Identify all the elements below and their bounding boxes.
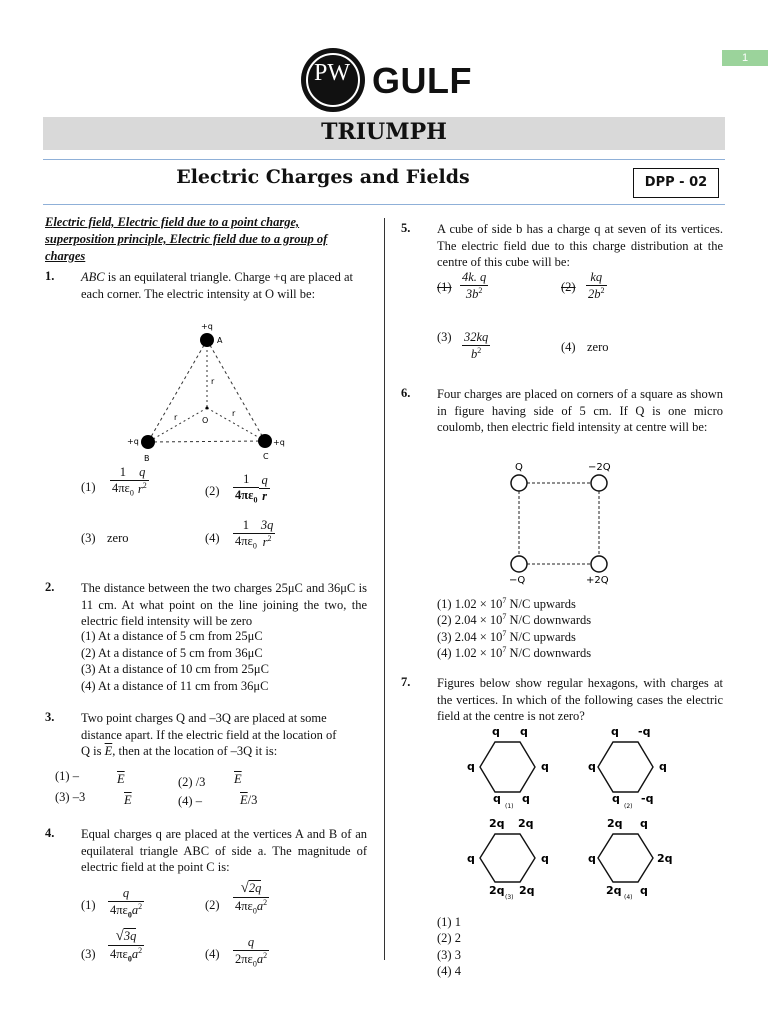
option: (2) At a distance of 5 cm from 36μC bbox=[81, 646, 263, 660]
option-label: (2) bbox=[205, 898, 220, 912]
svg-text:q: q bbox=[520, 725, 528, 738]
option-formula: $\frac{4k. q}{3b^2}$ bbox=[462, 270, 487, 302]
option-formula: $\frac{√3q}{4\pi\varepsilon_0a^2}$ bbox=[110, 928, 143, 964]
svg-text:q: q bbox=[467, 760, 475, 773]
label-q: Q bbox=[515, 462, 523, 473]
option-formula: $\frac{q}{2\pi\varepsilon_0a^2}$ bbox=[235, 935, 268, 969]
vector-e: $\overline{E}$ bbox=[124, 793, 132, 807]
label-plus-2q: +2Q bbox=[586, 575, 609, 586]
svg-text:2q: 2q bbox=[519, 884, 535, 897]
divider bbox=[43, 204, 725, 205]
option: (1) 1 bbox=[437, 915, 461, 929]
option-formula: $\frac{√2q}{4\pi\varepsilon_0a^2}$ bbox=[235, 880, 268, 916]
svg-text:-q: -q bbox=[641, 792, 654, 805]
option-formula: $\frac{1}{4\pi\varepsilon_0}$ $\frac{q}{r}$ bbox=[235, 472, 268, 505]
question-text: A cube of side b has a charge q at seven of its vertices. The electric field due to this charge distribution at the centre of this cube will be: bbox=[437, 222, 723, 269]
svg-text:q: q bbox=[493, 792, 501, 805]
option-label: (4) – bbox=[178, 794, 202, 808]
question-number: 5. bbox=[401, 221, 411, 235]
option-label: (2) bbox=[561, 280, 576, 294]
question-text: Equal charges q are placed at the vertices A and B of an equilateral triangle ABC of side a. The magnitude of electric field at the point C is: bbox=[81, 827, 367, 874]
label-b: B bbox=[144, 454, 150, 463]
svg-text:q: q bbox=[640, 817, 648, 830]
option-label: (3) –3 bbox=[55, 790, 86, 804]
option-formula: $\frac{q}{4\pi\varepsilon_0a^2}$ bbox=[110, 886, 143, 920]
option-label: (4) bbox=[205, 947, 220, 961]
svg-text:q: q bbox=[588, 760, 596, 773]
option-label: (4) bbox=[205, 531, 220, 545]
svg-text:2q: 2q bbox=[607, 817, 623, 830]
question-text: ABC is an equilateral triangle. Charge +q are placed at each corner. The electric intensity at O will be: bbox=[81, 270, 353, 301]
svg-text:q: q bbox=[588, 852, 596, 865]
option-formula: $\overline{E}/3$ bbox=[240, 793, 258, 807]
svg-text:q: q bbox=[611, 725, 619, 738]
option: (3) $2.04 \times 10^7$ N/C upwards bbox=[437, 629, 576, 645]
option-formula: $\frac{32kq}{b^2}$ bbox=[464, 330, 489, 362]
label-qa: +q bbox=[201, 322, 213, 331]
option-label: (3) bbox=[81, 531, 96, 545]
banner-title: TRIUMPH bbox=[321, 119, 447, 145]
svg-text:2q: 2q bbox=[489, 884, 505, 897]
question-number: 1. bbox=[45, 269, 55, 283]
question-text: The distance between the two charges 25μC and 36μC is 11 cm. At what point on the line joining the two, the electric field intensity will be zero bbox=[81, 581, 367, 628]
question-number: 6. bbox=[401, 386, 411, 400]
svg-text:(4): (4) bbox=[624, 894, 633, 901]
brand-name: GULF bbox=[372, 60, 472, 101]
option: (1) At a distance of 5 cm from 25μC bbox=[81, 629, 263, 643]
option-label: (1) bbox=[81, 898, 96, 912]
pw-logo-letters: PW bbox=[314, 60, 350, 86]
hexagon-figures bbox=[465, 722, 680, 907]
option-formula: $\frac{1}{4\pi\varepsilon_0}$ $\frac{q}{r^2}$ bbox=[112, 465, 147, 498]
label-r: r bbox=[211, 377, 215, 386]
option: (2) 2 bbox=[437, 931, 461, 945]
topic-heading: Electric field, Electric field due to a point charge, superposition principle, Electric field due to a group of charges bbox=[45, 215, 328, 263]
question-text: Four charges are placed on corners of a square as shown in figure having side of 5 cm. If Q is one micro coulomb, then electric field intensity at centre will be: bbox=[437, 387, 723, 434]
svg-text:(1): (1) bbox=[505, 803, 514, 810]
page-number: 1 bbox=[722, 50, 768, 66]
option: (3) At a distance of 10 cm from 25μC bbox=[81, 662, 269, 676]
label-r: r bbox=[174, 413, 178, 422]
option-formula: $\frac{1}{4\pi\varepsilon_0}$ $\frac{3q}{r^2}$ bbox=[235, 518, 274, 551]
svg-text:q: q bbox=[467, 852, 475, 865]
svg-text:q: q bbox=[492, 725, 500, 738]
svg-text:-q: -q bbox=[638, 725, 651, 738]
vector-e: $\overline{E}$ bbox=[234, 772, 242, 786]
label-a: A bbox=[217, 336, 223, 345]
svg-text:q: q bbox=[541, 852, 549, 865]
option: (4) At a distance of 11 cm from 36μC bbox=[81, 679, 269, 693]
option: (4) $1.02 \times 10^7$ N/C downwards bbox=[437, 645, 592, 661]
square-charges-figure bbox=[500, 458, 625, 588]
label-r: r bbox=[232, 409, 236, 418]
svg-text:q: q bbox=[541, 760, 549, 773]
option-label: (4) bbox=[561, 340, 576, 354]
question-number: 2. bbox=[45, 580, 55, 594]
option: (3) 3 bbox=[437, 948, 461, 962]
svg-text:2q: 2q bbox=[657, 852, 673, 865]
label-o: O bbox=[202, 416, 209, 425]
label-qb: +q bbox=[127, 437, 139, 446]
dpp-badge: DPP - 02 bbox=[633, 168, 719, 198]
svg-text:2q: 2q bbox=[489, 817, 505, 830]
option: (4) 4 bbox=[437, 964, 461, 978]
option-text: zero bbox=[107, 531, 129, 545]
divider bbox=[43, 159, 725, 160]
question-text: Two point charges Q and –3Q are placed at some distance apart. If the electric field at the location of Q is $\overline{E}$, then at the location of –3Q it is: bbox=[81, 711, 337, 758]
label-qc: +q bbox=[273, 438, 285, 447]
question-number: 4. bbox=[45, 826, 55, 840]
svg-text:(3): (3) bbox=[505, 894, 514, 901]
svg-text:2q: 2q bbox=[518, 817, 534, 830]
vector-e: $\overline{E}$ bbox=[117, 772, 125, 786]
question-number: 3. bbox=[45, 710, 55, 724]
option-label: (2) bbox=[205, 484, 220, 498]
column-separator bbox=[384, 218, 385, 960]
question-text: Figures below show regular hexagons, with charges at the vertices. In which of the following cases the electric field at the centre is not zero? bbox=[437, 676, 723, 723]
chapter-title: Electric Charges and Fields bbox=[176, 166, 470, 188]
label-c: C bbox=[263, 452, 269, 461]
option-formula: $\frac{kq}{2b^2}$ bbox=[588, 270, 605, 302]
svg-text:q: q bbox=[640, 884, 648, 897]
option-label: (1) bbox=[81, 480, 96, 494]
svg-text:q: q bbox=[659, 760, 667, 773]
svg-text:2q: 2q bbox=[606, 884, 622, 897]
option: (1) $1.02 \times 10^7$ N/C upwards bbox=[437, 596, 576, 612]
svg-text:(2): (2) bbox=[624, 803, 633, 810]
svg-text:q: q bbox=[612, 792, 620, 805]
triangle-figure bbox=[110, 320, 300, 465]
option-label: (3) bbox=[81, 947, 96, 961]
option-text: zero bbox=[587, 340, 609, 354]
label-minus-q: −Q bbox=[509, 575, 526, 586]
option-label: (1) bbox=[437, 280, 452, 294]
option-label: (2) /3 bbox=[178, 775, 206, 789]
option-label: (1) – bbox=[55, 769, 79, 783]
option-label: (3) bbox=[437, 330, 452, 344]
label-minus-2q: −2Q bbox=[588, 462, 611, 473]
question-number: 7. bbox=[401, 675, 411, 689]
option: (2) $2.04 \times 10^7$ N/C downwards bbox=[437, 612, 592, 628]
svg-text:q: q bbox=[522, 792, 530, 805]
